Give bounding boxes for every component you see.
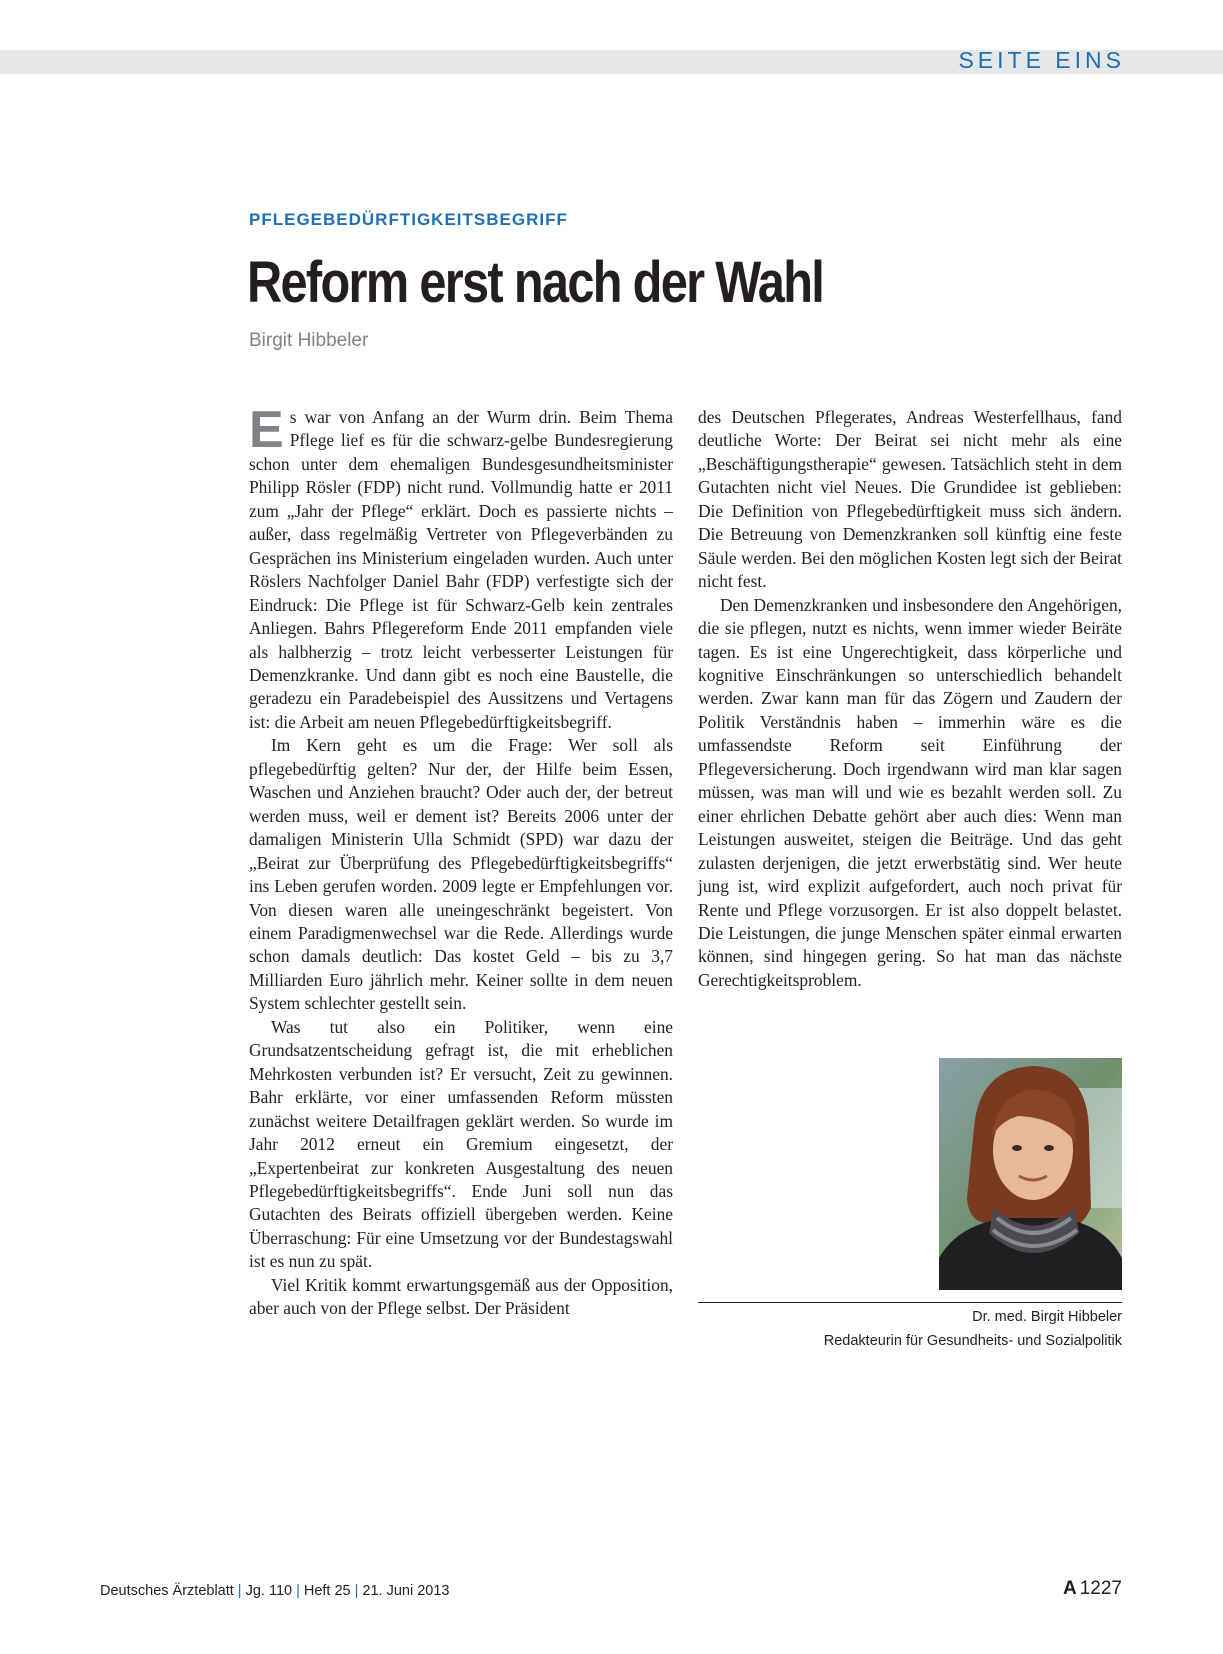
article-paragraph: Was tut also ein Politiker, wenn eine Grundsatzentscheidung gefragt ist, die mit erheblichen Mehrkosten verbunden ist? Er versucht, Zeit zu gewinnen. Bahr erklärte, vor einer umfassenden Reform müssten zunächst weitere Detailfragen geklärt werden. So wurde im Jahr 2012 erneut ein Gremium eingesetzt, der „Expertenbeirat zur konkreten Ausgestaltung des neuen Pflegebedürftigkeitsbegriffs“. Ende Juni soll nun das Gutachten des Beirats offiziell übergeben werden. Keine Überraschung: Für eine Umsetzung vor der Bundestagswahl ist es nun zu spät. <box>249 1016 673 1272</box>
footer-journal: Deutsches Ärzteblatt <box>100 1583 234 1599</box>
footer-date: 21. Juni 2013 <box>362 1583 450 1599</box>
section-label: SEITE EINS <box>958 47 1125 73</box>
page-footer <box>100 1583 449 1599</box>
footer-volume: Jg. 110 <box>245 1583 293 1599</box>
footer-separator: | <box>354 1583 359 1599</box>
article-column-left <box>249 401 673 1321</box>
footer-separator: | <box>237 1583 242 1599</box>
article-paragraph: Den Demenzkranken und insbesondere den Angehörigen, die sie pflegen, nutzt es nichts, wenn immer wieder Beiräte tagen. Es ist eine Ungerechtigkeit, dass körperliche und kognitive Einschränkungen so unterschiedlich behandelt werden. Zwar kann man für das Zögern und Zaudern der Politik Verständnis haben – immerhin wäre es die umfassendste Reform seit Einführung der Pflegeversicherung. Doch irgendwann wird man klar sagen müssen, was man will und wie es bezahlt werden soll. Zu einer ehrlichen Debatte gehört aber auch dies: Wenn man Leistungen ausweitet, steigen die Beiträge. Und das geht zulasten derjenigen, die jetzt erwerbstätig sind. Wer heute jung ist, wird explizit aufgefordert, auch noch privat für Rente und Pflege vorzusorgen. Er ist also doppelt belastet. Die Leistungen, die junge Menschen später einmal erwarten können, sind hingegen gering. So hat man das nächste Gerechtigkeitsproblem. <box>698 594 1122 990</box>
paragraph-text: s war von Anfang an der Wurm drin. Beim Thema Pflege lief es für die schwarz-gelbe Bundesregierung schon unter dem ehemaligen Bundesgesundheitsminister Philipp Rösler (FDP) nicht rund. Vollmundig hatte er 2011 zum „Jahr der Pflege“ erklärt. Doch es passierte nichts – außer, dass regelmäßig Vertreter von Pflegeverbänden zu Gesprächen ins Ministerium eingeladen wurden. Auch unter Röslers Nachfolger Daniel Bahr (FDP) verfestigte sich der Eindruck: Die Pflege ist für Schwarz-Gelb kein zentrales Anliegen. Bahrs Pflegereform Ende 2011 empfanden viele als halbherzig – trotz leicht verbesserter Leistungen für Demenzkranke. Und dann gibt es noch eine Baustelle, die geradezu ein Paradebeispiel des Aussitzens und Vertagens ist: die Arbeit am neuen Pflegebedürftigkeitsbegriff. <box>249 407 673 732</box>
article-author: Birgit Hibbeler <box>249 330 369 351</box>
caption-divider <box>698 1302 1122 1303</box>
caption-role: Redakteurin für Gesundheits- und Sozialpolitik <box>823 1333 1122 1349</box>
article-paragraph: des Deutschen Pflegerates, Andreas Westerfellhaus, fand deutliche Worte: Der Beirat sei nicht mehr als eine „Beschäftigungstherapie“ gewesen. Tatsächlich steht in dem Gutachten nicht viel Neues. Die Grundidee ist geblieben: Die Definition von Pflegebedürftigkeit muss sich ändern. Die Betreuung von Demenzkranken soll künftig eine feste Säule werden. Bei den möglichen Kosten legt sich der Beirat nicht fest. <box>698 407 1123 592</box>
drop-cap: E <box>249 401 284 459</box>
footer-issue: Heft 25 <box>303 1583 351 1599</box>
article-paragraph: Viel Kritik kommt erwartungsgemäß aus der Opposition, aber auch von der Pflege selbst. Der Präsident <box>249 1274 673 1319</box>
page-number <box>1063 1578 1122 1600</box>
article-kicker: PFLEGEBEDÜRFTIGKEITSBEGRIFF <box>249 210 568 229</box>
caption-name: Dr. med. Birgit Hibbeler <box>972 1309 1122 1325</box>
article-paragraph: Im Kern geht es um die Frage: Wer soll als pflegebedürftig gelten? Nur der, der Hilfe beim Essen, Waschen und Anziehen braucht? Oder auch der, der betreut werden muss, weil er dement ist? Bereits 2006 unter der damaligen Ministerin Ulla Schmidt (SPD) war dazu der „Beirat zur Überprüfung des Pflegebedürftigkeitsbegriffs“ ins Leben gerufen worden. 2009 legte er Empfehlungen vor. Von diesen waren alle uneingeschränkt begeistert. Von einem Paradigmenwechsel war die Rede. Allerdings wurde schon damals deutlich: Das kostet Geld – bis zu 3,7 Milliarden Euro jährlich mehr. Keiner sollte in dem neuen System schlechter gestellt sein. <box>249 735 673 1014</box>
author-portrait-photo <box>939 1058 1122 1290</box>
article-paragraph <box>249 401 673 734</box>
page-prefix: A <box>1062 1578 1077 1599</box>
page-number-value: 1227 <box>1079 1578 1122 1599</box>
photo-caption <box>824 1305 1122 1353</box>
article-column-right <box>698 406 1122 992</box>
footer-separator: | <box>296 1583 300 1599</box>
article-title: Reform erst nach der Wahl <box>247 250 824 315</box>
